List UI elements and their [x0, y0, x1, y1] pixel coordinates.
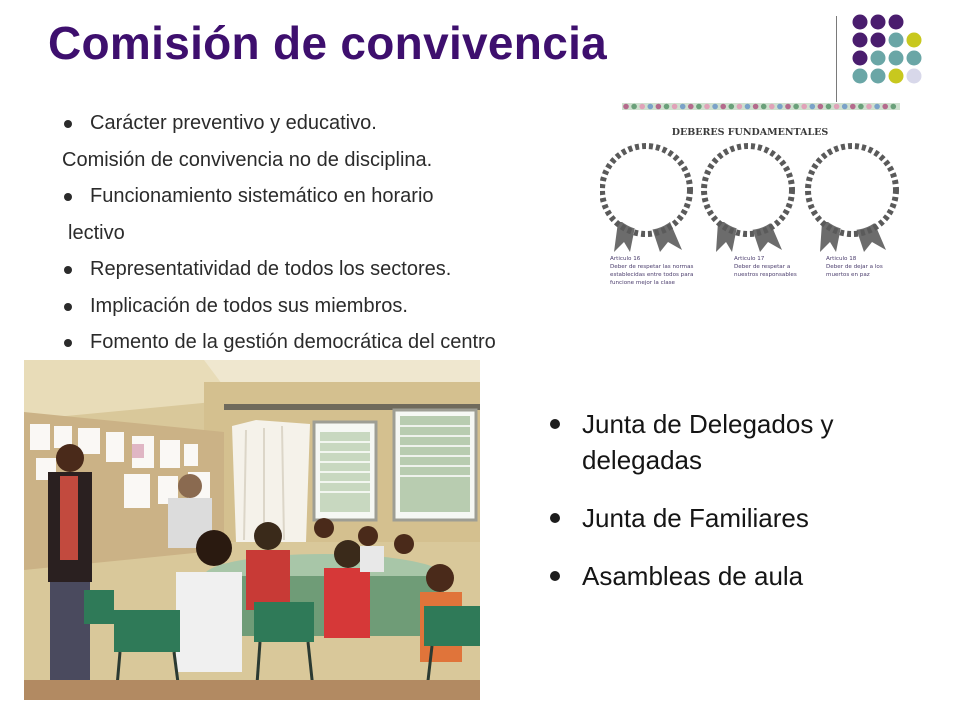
garland-flower	[648, 104, 654, 110]
garland-flower	[696, 104, 702, 110]
list-item	[548, 406, 910, 478]
article-text: Deber de dejar a los	[826, 264, 883, 270]
decorative-dot	[871, 51, 886, 66]
garland-flower	[793, 104, 799, 110]
garland-flower	[672, 104, 678, 110]
features-list	[62, 105, 496, 361]
garland-flower	[826, 104, 832, 110]
list-item-line: delegadas	[582, 445, 702, 475]
word: Delegados	[689, 409, 814, 439]
garland-flower	[656, 104, 662, 110]
decorative-dot	[907, 51, 922, 66]
garland-border	[622, 103, 900, 110]
article-text: Deber de respetar a	[734, 264, 791, 270]
list-item: Junta de Familiares	[548, 500, 910, 536]
person-teacher-left	[48, 444, 92, 682]
garland-flower	[664, 104, 670, 110]
article-text: funcione mejor la clase	[610, 280, 675, 286]
list-item: Comisión de convivencia no de disciplina.	[62, 148, 433, 171]
garland-flower	[712, 104, 718, 110]
decorative-dot	[889, 33, 904, 48]
list-item-line	[582, 406, 910, 442]
article-text: nuestros responsables	[734, 272, 797, 278]
garland-flower	[688, 104, 694, 110]
decorative-dot	[889, 15, 904, 30]
garland-flower	[842, 104, 848, 110]
garland-flower	[858, 104, 864, 110]
article-text: Deber de respetar las normas	[610, 264, 694, 270]
word: Junta	[582, 409, 646, 439]
garland-flower	[777, 104, 783, 110]
list-item: Funcionamiento sistemático en horario	[62, 178, 496, 215]
decorative-dot	[889, 51, 904, 66]
garland-flower	[810, 104, 816, 110]
article-text: establecidas entre todos para	[610, 272, 694, 278]
garland-flower	[704, 104, 710, 110]
garland-flower	[623, 104, 629, 110]
decorative-dot	[853, 51, 868, 66]
article-label: Articulo 17	[734, 256, 765, 262]
garland-flower	[745, 104, 751, 110]
list-item: Fomento de la gestión democrática del centro	[62, 324, 496, 361]
garland-flower	[801, 104, 807, 110]
decorative-dot	[853, 69, 868, 84]
groups-list	[548, 406, 910, 616]
garland-flower	[882, 104, 888, 110]
decorative-dot	[889, 69, 904, 84]
list-item: Representatividad de todos los sectores.	[62, 251, 496, 288]
garland-flower	[785, 104, 791, 110]
medal-1	[602, 146, 690, 252]
decorative-dot	[853, 33, 868, 48]
garland-flower	[850, 104, 856, 110]
garland-flower	[769, 104, 775, 110]
article-label: Articulo 16	[610, 256, 641, 262]
list-item: Carácter preventivo y educativo.	[62, 105, 496, 142]
decorative-dot	[853, 15, 868, 30]
list-item-continuation: lectivo	[68, 221, 125, 244]
garland-flower	[639, 104, 645, 110]
decorative-dot	[907, 69, 922, 84]
list-item: Asambleas de aula	[548, 558, 910, 594]
medal-3	[808, 146, 896, 252]
garland-flower	[891, 104, 897, 110]
decorative-dot	[871, 69, 886, 84]
garland-flower	[866, 104, 872, 110]
garland-flower	[753, 104, 759, 110]
garland-flower	[834, 104, 840, 110]
article-text: muertos en paz	[826, 272, 870, 278]
garland-flower	[737, 104, 743, 110]
garland-flower	[818, 104, 824, 110]
decorative-dot	[871, 33, 886, 48]
article-label: Articulo 18	[826, 256, 857, 262]
garland-flower	[631, 104, 637, 110]
medal-2	[704, 146, 792, 252]
decorative-dot	[871, 15, 886, 30]
word: y	[820, 409, 834, 439]
decorative-dot	[907, 33, 922, 48]
deberes-fundamentales-illustration	[600, 100, 906, 294]
deberes-heading: DEBERES FUNDAMENTALES	[671, 127, 829, 138]
garland-flower	[761, 104, 767, 110]
garland-flower	[874, 104, 880, 110]
title-divider	[836, 16, 837, 102]
classroom-photo	[24, 360, 480, 700]
word: de	[652, 409, 682, 439]
garland-flower	[680, 104, 686, 110]
list-item: Implicación de todos sus miembros.	[62, 288, 496, 325]
slide-title: Comisión de convivencia	[48, 17, 608, 69]
garland-flower	[720, 104, 726, 110]
garland-flower	[729, 104, 735, 110]
